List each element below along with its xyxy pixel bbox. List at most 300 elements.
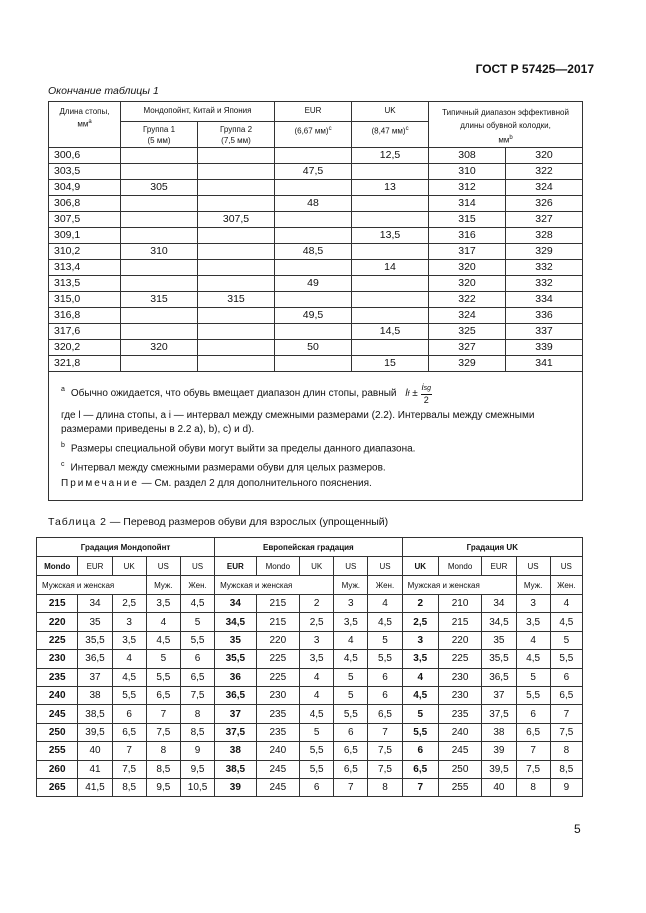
header-eur: EUR xyxy=(275,102,352,122)
table-cell: 4 xyxy=(368,595,402,613)
table-cell xyxy=(275,179,352,195)
table-cell: 6,5 xyxy=(334,742,368,760)
table-cell: 40 xyxy=(482,778,516,796)
group-european: Европейская градация xyxy=(215,538,402,557)
table-cell: 35 xyxy=(78,613,112,631)
table-cell: 230 xyxy=(37,650,78,668)
table-cell: 37,5 xyxy=(482,705,516,723)
page-number: 5 xyxy=(574,822,581,836)
gender-female: Жен. xyxy=(368,576,402,595)
table-cell: 3 xyxy=(334,595,368,613)
table-cell: 225 xyxy=(438,650,482,668)
table-cell: 4,5 xyxy=(180,595,214,613)
table-cell: 317,6 xyxy=(49,323,121,339)
column-header: US xyxy=(368,557,402,576)
table-cell: 4 xyxy=(112,650,146,668)
table-cell: 5,5 xyxy=(368,650,402,668)
table-cell: 6,5 xyxy=(112,723,146,741)
table-cell: 15 xyxy=(352,355,429,371)
table-cell xyxy=(198,179,275,195)
table-cell: 2,5 xyxy=(300,613,334,631)
table-cell: 36 xyxy=(215,668,256,686)
table-cell: 5,5 xyxy=(180,631,214,649)
table-cell xyxy=(275,259,352,275)
table-cell: 40 xyxy=(78,742,112,760)
table-cell xyxy=(121,211,198,227)
table-cell: 307,5 xyxy=(198,211,275,227)
table-cell: 34,5 xyxy=(215,613,256,631)
table-cell: 245 xyxy=(37,705,78,723)
table-cell: 37 xyxy=(215,705,256,723)
table-row xyxy=(37,668,583,686)
table-cell: 6,5 xyxy=(516,723,550,741)
interval-fraction: $\frac{\text{isg}}{2}$ xyxy=(421,381,431,405)
table-cell: 8 xyxy=(550,742,582,760)
table-cell: 215 xyxy=(256,613,300,631)
table-cell xyxy=(198,355,275,371)
table-cell: 339 xyxy=(506,339,583,355)
note-c: $^c$ Интервал между смежными размерами обуви для целых размеров. xyxy=(61,460,386,474)
table-row xyxy=(37,705,583,723)
table-cell: 8,5 xyxy=(550,760,582,778)
table-cell: 6 xyxy=(402,742,438,760)
gender-mixed: Мужская и женская xyxy=(37,576,147,595)
table-row xyxy=(49,339,583,355)
table-cell: 38 xyxy=(482,723,516,741)
table-row xyxy=(37,686,583,704)
table-cell: 230 xyxy=(256,686,300,704)
note-remark: Примечание — См. раздел 2 для дополнительного пояснения. xyxy=(61,478,372,490)
table-cell: 322 xyxy=(506,163,583,179)
group-uk: Градация UK xyxy=(402,538,582,557)
table-cell xyxy=(121,195,198,211)
table-cell: 49,5 xyxy=(275,307,352,323)
table-cell: 320 xyxy=(429,259,506,275)
table-cell: 50 xyxy=(275,339,352,355)
table-cell xyxy=(275,355,352,371)
table-cell xyxy=(275,211,352,227)
table-cell: 34,5 xyxy=(482,613,516,631)
table-cell: 35,5 xyxy=(215,650,256,668)
table-cell: 245 xyxy=(256,760,300,778)
column-header: US xyxy=(146,557,180,576)
table-cell: 5 xyxy=(334,686,368,704)
table-cell: 320,2 xyxy=(49,339,121,355)
column-header: UK xyxy=(300,557,334,576)
table-row xyxy=(37,742,583,760)
table-cell: 210 xyxy=(438,595,482,613)
table-cell: 7 xyxy=(368,723,402,741)
table-cell: 315 xyxy=(121,291,198,307)
table-cell: 4 xyxy=(550,595,582,613)
table-cell: 35 xyxy=(215,631,256,649)
table-cell xyxy=(198,275,275,291)
table-cell xyxy=(352,243,429,259)
table-cell: 2 xyxy=(300,595,334,613)
table-cell: 230 xyxy=(438,686,482,704)
table-cell: 7 xyxy=(112,742,146,760)
gender-male: Муж. xyxy=(334,576,368,595)
column-header: Mondo xyxy=(37,557,78,576)
table-cell: 255 xyxy=(37,742,78,760)
table-cell: 38,5 xyxy=(215,760,256,778)
table-cell: 7,5 xyxy=(516,760,550,778)
table-cell: 34 xyxy=(78,595,112,613)
table-cell: 235 xyxy=(438,705,482,723)
table-cell: 9,5 xyxy=(146,778,180,796)
table-cell: 5,5 xyxy=(516,686,550,704)
table-cell: 215 xyxy=(37,595,78,613)
table-cell: 4,5 xyxy=(516,650,550,668)
table-cell: 4,5 xyxy=(368,613,402,631)
table-cell xyxy=(352,163,429,179)
table-cell: 306,8 xyxy=(49,195,121,211)
table-cell: 312 xyxy=(429,179,506,195)
table-cell xyxy=(275,147,352,163)
table-cell: 3,5 xyxy=(402,650,438,668)
table-cell: 34 xyxy=(482,595,516,613)
table-cell: 39,5 xyxy=(78,723,112,741)
table-cell: 300,6 xyxy=(49,147,121,163)
table-cell: 7 xyxy=(402,778,438,796)
table-cell: 308 xyxy=(429,147,506,163)
table-cell: 245 xyxy=(256,778,300,796)
table-cell: 7,5 xyxy=(368,742,402,760)
table-cell: 215 xyxy=(438,613,482,631)
table-cell: 260 xyxy=(37,760,78,778)
table1-caption: Окончание таблицы 1 xyxy=(48,85,159,97)
table1 xyxy=(48,101,583,501)
table-cell: 49 xyxy=(275,275,352,291)
column-header: US xyxy=(516,557,550,576)
table-cell xyxy=(352,339,429,355)
table-cell: 5,5 xyxy=(550,650,582,668)
table-cell: 4 xyxy=(300,686,334,704)
table-cell xyxy=(352,211,429,227)
table-cell: 225 xyxy=(256,650,300,668)
table-cell: 324 xyxy=(506,179,583,195)
table-cell: 245 xyxy=(438,742,482,760)
table-cell: 3 xyxy=(112,613,146,631)
table-row xyxy=(37,650,583,668)
table-cell: 325 xyxy=(429,323,506,339)
table-cell: 48,5 xyxy=(275,243,352,259)
table-cell: 314 xyxy=(429,195,506,211)
table-cell: 2,5 xyxy=(112,595,146,613)
table-cell: 2,5 xyxy=(402,613,438,631)
table-cell xyxy=(198,323,275,339)
table1-notes xyxy=(49,371,583,500)
table-row xyxy=(49,163,583,179)
table-cell: 6 xyxy=(300,778,334,796)
table-cell: 315 xyxy=(198,291,275,307)
gender-male: Муж. xyxy=(146,576,180,595)
table-cell: 48 xyxy=(275,195,352,211)
table-cell: 316,8 xyxy=(49,307,121,323)
table-cell: 9 xyxy=(180,742,214,760)
table-cell: 8,5 xyxy=(146,760,180,778)
table-cell: 6,5 xyxy=(180,668,214,686)
header-uk-interval: (8,47 мм)$^c$ xyxy=(352,121,429,147)
table-row xyxy=(37,723,583,741)
table-cell: 305 xyxy=(121,179,198,195)
table-cell: 35 xyxy=(482,631,516,649)
table-cell xyxy=(121,323,198,339)
table-row xyxy=(49,259,583,275)
table-cell: 35,5 xyxy=(482,650,516,668)
table-cell: 240 xyxy=(438,723,482,741)
table-cell: 6 xyxy=(180,650,214,668)
table-cell: 235 xyxy=(37,668,78,686)
column-header: US xyxy=(180,557,214,576)
table-row xyxy=(37,595,583,613)
table-cell: 2 xyxy=(402,595,438,613)
table-cell: 3,5 xyxy=(300,650,334,668)
table-row xyxy=(37,613,583,631)
table-cell: 332 xyxy=(506,259,583,275)
table-cell: 6,5 xyxy=(550,686,582,704)
table-cell: 7 xyxy=(550,705,582,723)
table-cell: 38,5 xyxy=(78,705,112,723)
table-cell: 14 xyxy=(352,259,429,275)
table-cell: 7,5 xyxy=(368,760,402,778)
table-cell: 3 xyxy=(300,631,334,649)
table-cell: 329 xyxy=(429,355,506,371)
header-group1: Группа 1 (5 мм) xyxy=(121,121,198,147)
table-cell: 5,5 xyxy=(300,760,334,778)
table-cell xyxy=(352,275,429,291)
table-cell: 255 xyxy=(438,778,482,796)
table-cell: 5 xyxy=(300,723,334,741)
table-cell: 240 xyxy=(256,742,300,760)
table-cell: 39,5 xyxy=(482,760,516,778)
table-cell: 3,5 xyxy=(334,613,368,631)
header-last-range: Типичный диапазон эффективной длины обувной колодки, $мм^b$ xyxy=(429,102,583,148)
table-cell: 225 xyxy=(256,668,300,686)
table-cell: 322 xyxy=(429,291,506,307)
table-cell: 36,5 xyxy=(482,668,516,686)
table-cell xyxy=(198,195,275,211)
table-cell: 235 xyxy=(256,705,300,723)
table-cell xyxy=(198,307,275,323)
table-cell: 313,5 xyxy=(49,275,121,291)
table-cell: 6,5 xyxy=(402,760,438,778)
note-b: $^b$ Размеры специальной обуви могут выйти за пределы данного диапазона. xyxy=(61,441,416,454)
column-header: EUR xyxy=(482,557,516,576)
table-cell: 220 xyxy=(438,631,482,649)
table-cell: 5,5 xyxy=(112,686,146,704)
table-cell xyxy=(275,323,352,339)
table-cell: 7,5 xyxy=(550,723,582,741)
table-cell: 220 xyxy=(37,613,78,631)
table-cell: 230 xyxy=(438,668,482,686)
table-cell: 334 xyxy=(506,291,583,307)
table-cell: 10,5 xyxy=(180,778,214,796)
table-cell: 36,5 xyxy=(78,650,112,668)
table-cell: 38 xyxy=(78,686,112,704)
table-cell: 336 xyxy=(506,307,583,323)
table-cell xyxy=(198,243,275,259)
table-cell: 309,1 xyxy=(49,227,121,243)
table-cell: 304,9 xyxy=(49,179,121,195)
table-cell xyxy=(275,291,352,307)
table-cell xyxy=(121,275,198,291)
table-row xyxy=(49,275,583,291)
table-cell: 13 xyxy=(352,179,429,195)
table-cell: 6 xyxy=(368,686,402,704)
table-cell: 7,5 xyxy=(112,760,146,778)
table-cell: 303,5 xyxy=(49,163,121,179)
table-cell xyxy=(198,259,275,275)
table-cell: 3 xyxy=(402,631,438,649)
table-cell: 310 xyxy=(429,163,506,179)
table-row xyxy=(49,147,583,163)
table-cell: 7,5 xyxy=(146,723,180,741)
table-cell: 320 xyxy=(506,147,583,163)
table-cell xyxy=(121,227,198,243)
table-cell: 4,5 xyxy=(550,613,582,631)
table-cell: 215 xyxy=(256,595,300,613)
table-cell: 6,5 xyxy=(146,686,180,704)
table-cell: 307,5 xyxy=(49,211,121,227)
table-cell xyxy=(121,307,198,323)
table-cell xyxy=(352,291,429,307)
table-cell: 4,5 xyxy=(146,631,180,649)
table-cell: 39 xyxy=(215,778,256,796)
table-cell: 8 xyxy=(146,742,180,760)
column-header: UK xyxy=(402,557,438,576)
table-row xyxy=(49,355,583,371)
table-cell xyxy=(198,339,275,355)
table-row xyxy=(37,760,583,778)
column-header: US xyxy=(550,557,582,576)
table-cell: 5 xyxy=(180,613,214,631)
gender-male: Муж. xyxy=(516,576,550,595)
table-cell: 5 xyxy=(550,631,582,649)
table-cell: 317 xyxy=(429,243,506,259)
table-cell: 320 xyxy=(121,339,198,355)
table-cell: 310,2 xyxy=(49,243,121,259)
column-header: EUR xyxy=(215,557,256,576)
table-cell: 41,5 xyxy=(78,778,112,796)
table-row xyxy=(49,243,583,259)
table-cell: 6 xyxy=(368,668,402,686)
table-cell: 8 xyxy=(180,705,214,723)
table-cell: 5 xyxy=(334,668,368,686)
table-cell: 327 xyxy=(506,211,583,227)
table-cell: 321,8 xyxy=(49,355,121,371)
column-header: EUR xyxy=(78,557,112,576)
table-cell: 5,5 xyxy=(402,723,438,741)
header-uk: UK xyxy=(352,102,429,122)
table-cell: 5 xyxy=(402,705,438,723)
table-cell: 7 xyxy=(146,705,180,723)
table-cell: 327 xyxy=(429,339,506,355)
table-row xyxy=(49,179,583,195)
table-cell: 341 xyxy=(506,355,583,371)
header-foot-length: Длина стопы, $мм^a$ xyxy=(49,102,121,148)
table-cell: 8 xyxy=(516,778,550,796)
table-cell: 329 xyxy=(506,243,583,259)
table-cell: 6 xyxy=(550,668,582,686)
gender-mixed: Мужская и женская xyxy=(402,576,516,595)
table-cell: 6 xyxy=(112,705,146,723)
table-cell: 6 xyxy=(516,705,550,723)
table-cell xyxy=(121,147,198,163)
table-row xyxy=(49,307,583,323)
table-row xyxy=(49,291,583,307)
table-cell: 13,5 xyxy=(352,227,429,243)
table-cell: 36,5 xyxy=(215,686,256,704)
table-cell: 225 xyxy=(37,631,78,649)
table-cell: 320 xyxy=(429,275,506,291)
table-cell: 5 xyxy=(368,631,402,649)
table-cell: 240 xyxy=(37,686,78,704)
table-cell: 328 xyxy=(506,227,583,243)
table-cell xyxy=(121,355,198,371)
table-cell: 8 xyxy=(368,778,402,796)
table-cell xyxy=(198,227,275,243)
column-header: Mondo xyxy=(256,557,300,576)
table-cell: 315,0 xyxy=(49,291,121,307)
table-cell: 337 xyxy=(506,323,583,339)
table-cell: 332 xyxy=(506,275,583,291)
table-cell: 4 xyxy=(300,668,334,686)
table-cell: 47,5 xyxy=(275,163,352,179)
table-cell: 39 xyxy=(482,742,516,760)
table-row xyxy=(49,323,583,339)
table-cell: 9,5 xyxy=(180,760,214,778)
table-cell: 5 xyxy=(146,650,180,668)
table-cell: 37 xyxy=(78,668,112,686)
table-cell: 313,4 xyxy=(49,259,121,275)
header-mondopoint: Мондопойнт, Китай и Япония xyxy=(121,102,275,122)
standard-number: ГОСТ Р 57425—2017 xyxy=(475,62,594,76)
table-cell: 8,5 xyxy=(180,723,214,741)
table-cell: 5,5 xyxy=(334,705,368,723)
table-cell: 315 xyxy=(429,211,506,227)
group-mondopoint: Градация Мондопойнт xyxy=(37,538,215,557)
table-cell: 12,5 xyxy=(352,147,429,163)
table-cell: 326 xyxy=(506,195,583,211)
table-cell: 4 xyxy=(516,631,550,649)
table-cell: 38 xyxy=(215,742,256,760)
table-cell: 6,5 xyxy=(368,705,402,723)
table-cell: 35,5 xyxy=(78,631,112,649)
table-cell: 8,5 xyxy=(112,778,146,796)
table-cell: 324 xyxy=(429,307,506,323)
table-row xyxy=(49,211,583,227)
table-cell: 4,5 xyxy=(300,705,334,723)
table-cell xyxy=(352,307,429,323)
column-header: Mondo xyxy=(438,557,482,576)
table-cell: 235 xyxy=(256,723,300,741)
table-cell xyxy=(275,227,352,243)
table-cell: 5,5 xyxy=(300,742,334,760)
table-cell: 9 xyxy=(550,778,582,796)
table-cell: 310 xyxy=(121,243,198,259)
table-cell: 3,5 xyxy=(146,595,180,613)
table-cell: 4,5 xyxy=(334,650,368,668)
table-cell xyxy=(121,259,198,275)
table-cell: 250 xyxy=(37,723,78,741)
table-cell: 7 xyxy=(334,778,368,796)
header-eur-interval: (6,67 мм)$^c$ xyxy=(275,121,352,147)
table-cell: 37,5 xyxy=(215,723,256,741)
note-a: $^a$ Обычно ожидается, что обувь вмещает диапазон длин стопы, равный lf ± $\frac{\text{isg}}{2}$ xyxy=(61,381,431,405)
table-cell xyxy=(198,163,275,179)
note-where: где l — длина стопы, а i — интервал между смежными размерами (2.2). Интервалы между смежными размерами приведены в 2.2 а), b), c) и d). xyxy=(61,409,535,435)
